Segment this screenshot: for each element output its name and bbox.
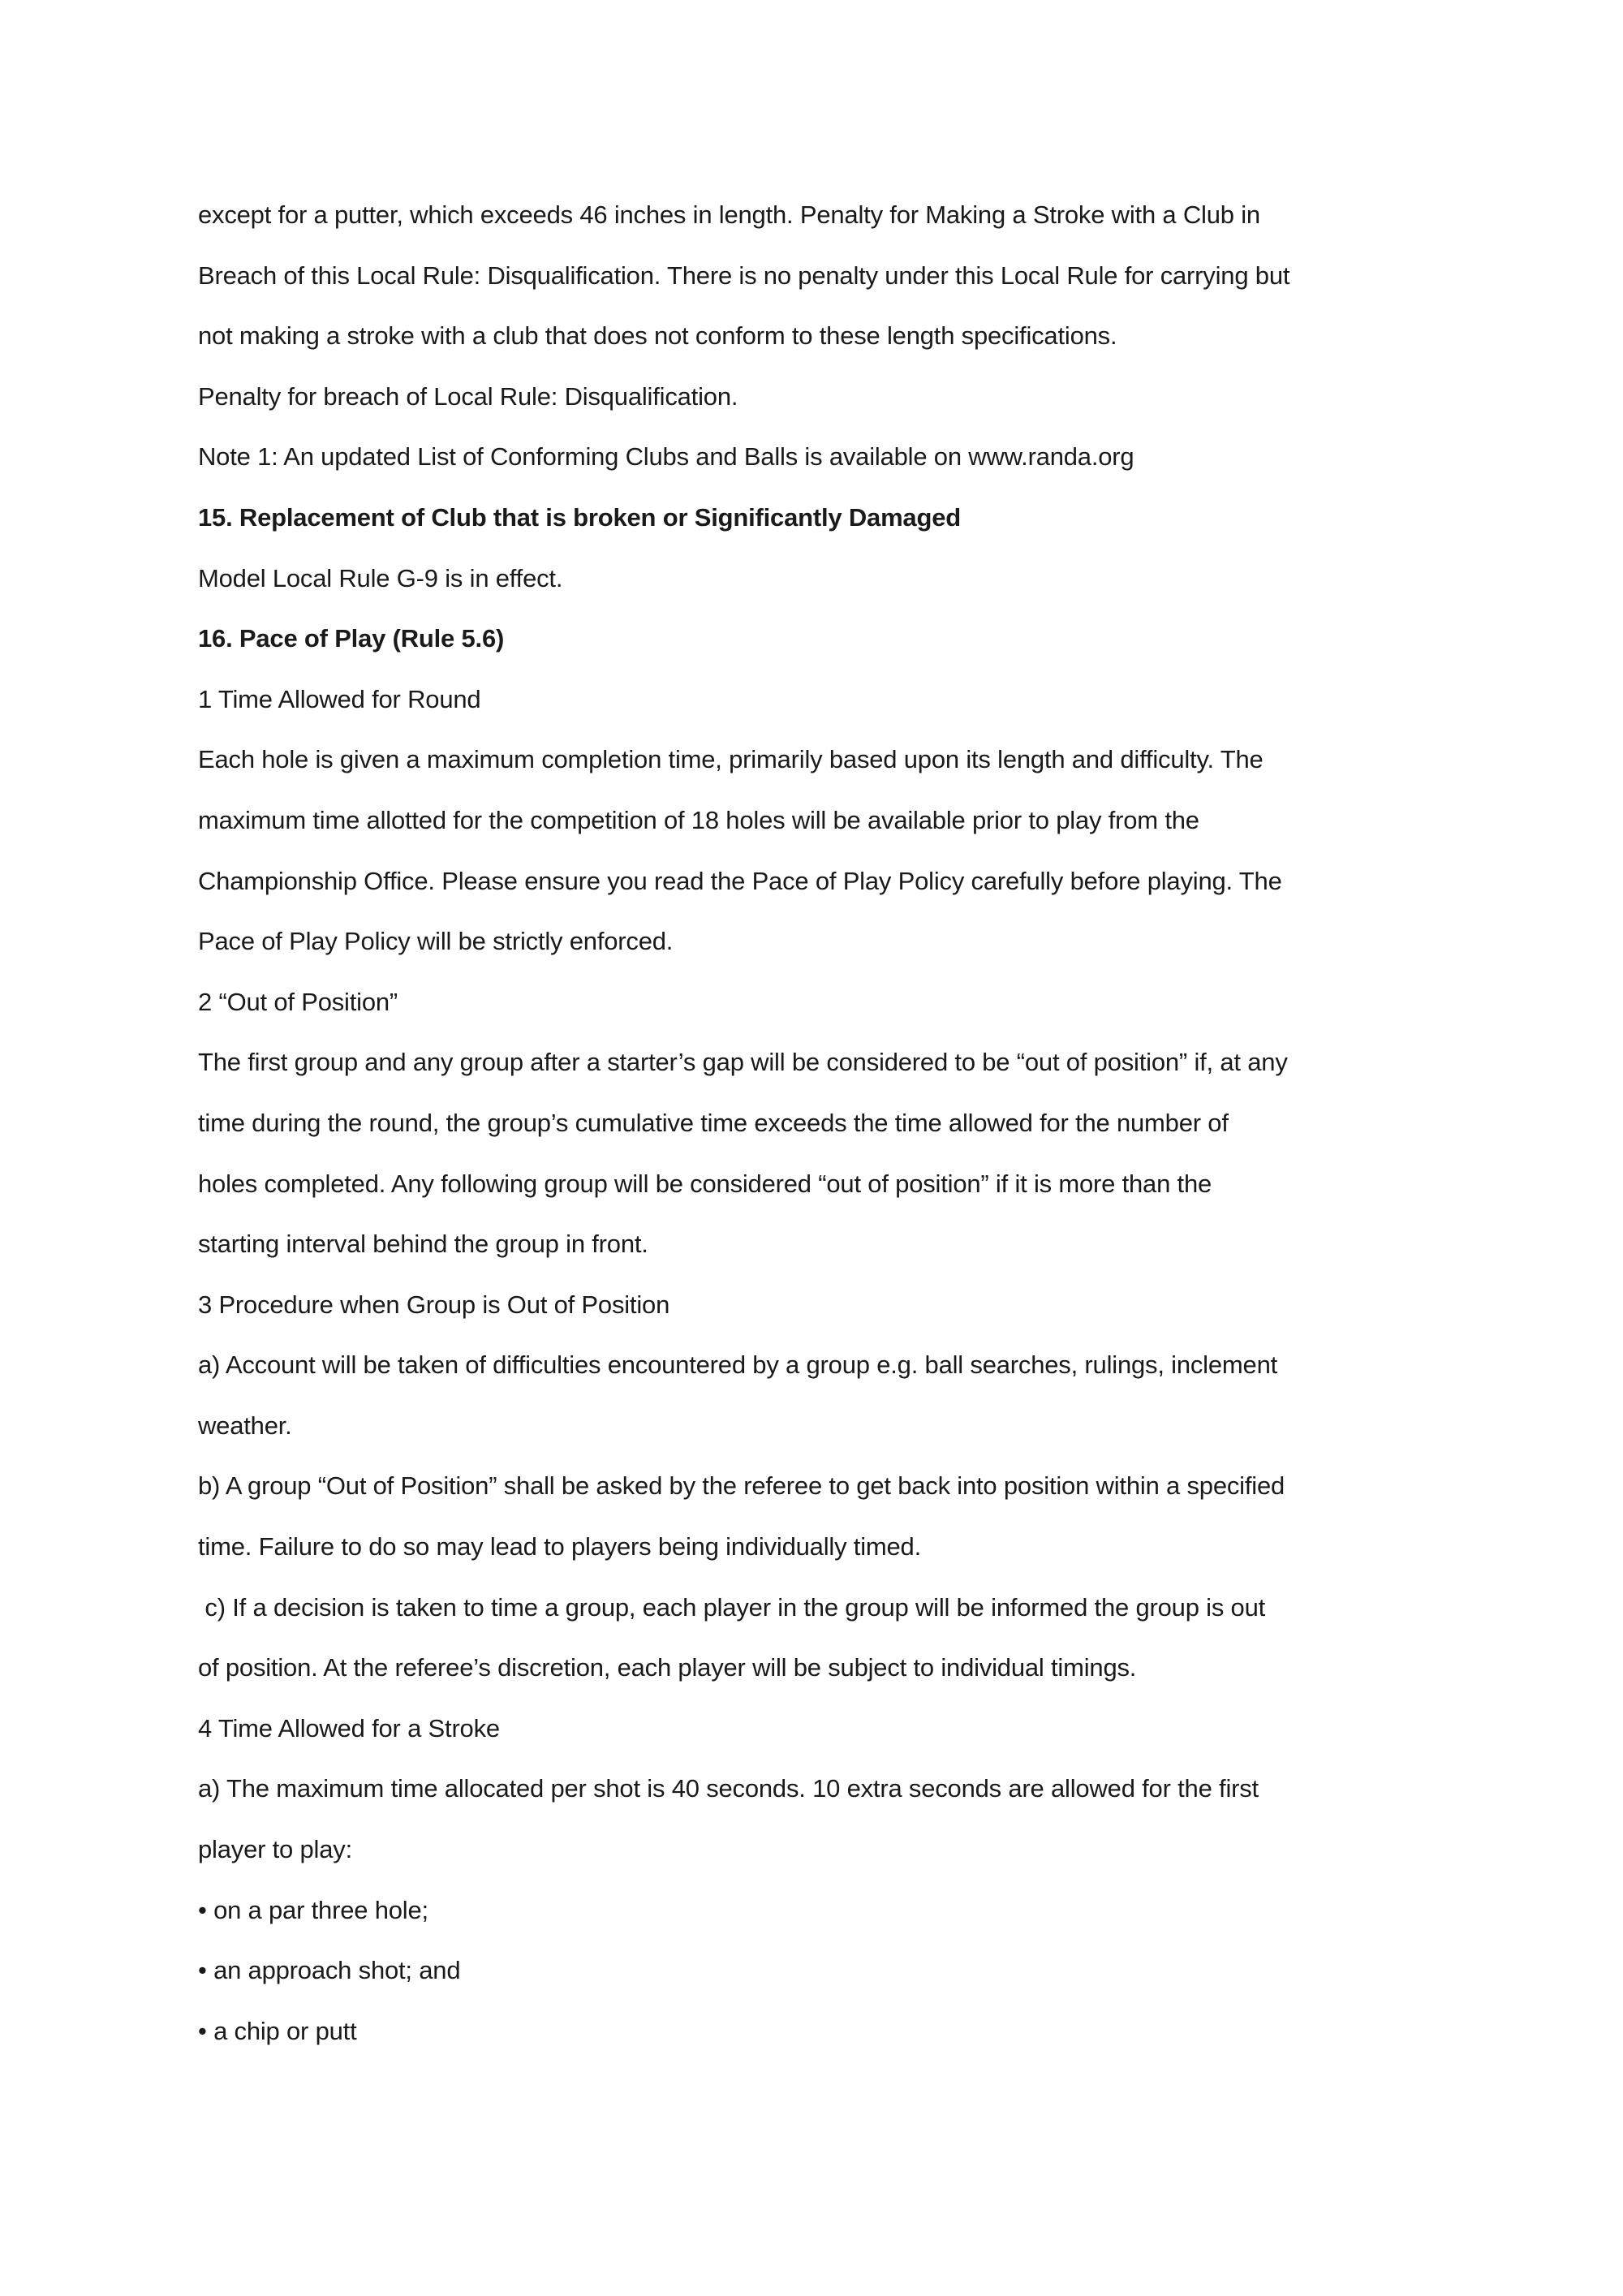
text-line: Note 1: An updated List of Conforming Clubs and Balls is available on www.randa.org	[198, 442, 1134, 472]
text-line: weather.	[198, 1411, 292, 1440]
document-body	[198, 194, 1464, 2070]
text-line: Pace of Play Policy will be strictly enforced.	[198, 927, 674, 956]
text-line: starting interval behind the group in front.	[198, 1230, 648, 1259]
text-line: Penalty for breach of Local Rule: Disqualification.	[198, 381, 738, 411]
text-line: Each hole is given a maximum completion time, primarily based upon its length and difficulty. The	[198, 745, 1264, 774]
text-line: time during the round, the group’s cumulative time exceeds the time allowed for the number of	[198, 1108, 1229, 1137]
text-line: holes completed. Any following group will be considered “out of position” if it is more than the	[198, 1169, 1212, 1198]
text-line: maximum time allotted for the competition of 18 holes will be available prior to play from the	[198, 805, 1199, 834]
text-line: Model Local Rule G-9 is in effect.	[198, 563, 563, 592]
text-line: 2 “Out of Position”	[198, 987, 398, 1016]
text-line: time. Failure to do so may lead to players being individually timed.	[198, 1532, 922, 1562]
section-heading: 16. Pace of Play (Rule 5.6)	[198, 624, 505, 653]
text-line: c) If a decision is taken to time a group, each player in the group will be informed the group is out	[198, 1592, 1266, 1622]
text-line: not making a stroke with a club that does not conform to these length specifications.	[198, 321, 1117, 351]
text-line: a) Account will be taken of difficulties encountered by a group e.g. ball searches, rulings, inclement	[198, 1350, 1278, 1380]
text-line: Breach of this Local Rule: Disqualification. There is no penalty under this Local Rule for carrying but	[198, 261, 1290, 290]
text-line: player to play:	[198, 1835, 352, 1864]
text-line: 3 Procedure when Group is Out of Position	[198, 1290, 670, 1319]
text-line: • an approach shot; and	[198, 1956, 461, 1985]
text-line: • on a par three hole;	[198, 1895, 428, 1924]
text-line: except for a putter, which exceeds 46 inches in length. Penalty for Making a Stroke with a Club in	[198, 200, 1260, 229]
text-line: • a chip or putt	[198, 2016, 357, 2045]
text-line: The first group and any group after a starter’s gap will be considered to be “out of position” if, at any	[198, 1048, 1288, 1077]
text-line: 1 Time Allowed for Round	[198, 684, 481, 713]
text-line: b) A group “Out of Position” shall be asked by the referee to get back into position within a specified	[198, 1471, 1285, 1501]
text-line: 4 Time Allowed for a Stroke	[198, 1713, 500, 1742]
text-line: of position. At the referee’s discretion, each player will be subject to individual timings.	[198, 1653, 1137, 1682]
text-line: a) The maximum time allocated per shot is 40 seconds. 10 extra seconds are allowed for the first	[198, 1774, 1259, 1803]
section-heading: 15. Replacement of Club that is broken or Significantly Damaged	[198, 502, 961, 532]
text-line: Championship Office. Please ensure you read the Pace of Play Policy carefully before playing. The	[198, 866, 1282, 895]
